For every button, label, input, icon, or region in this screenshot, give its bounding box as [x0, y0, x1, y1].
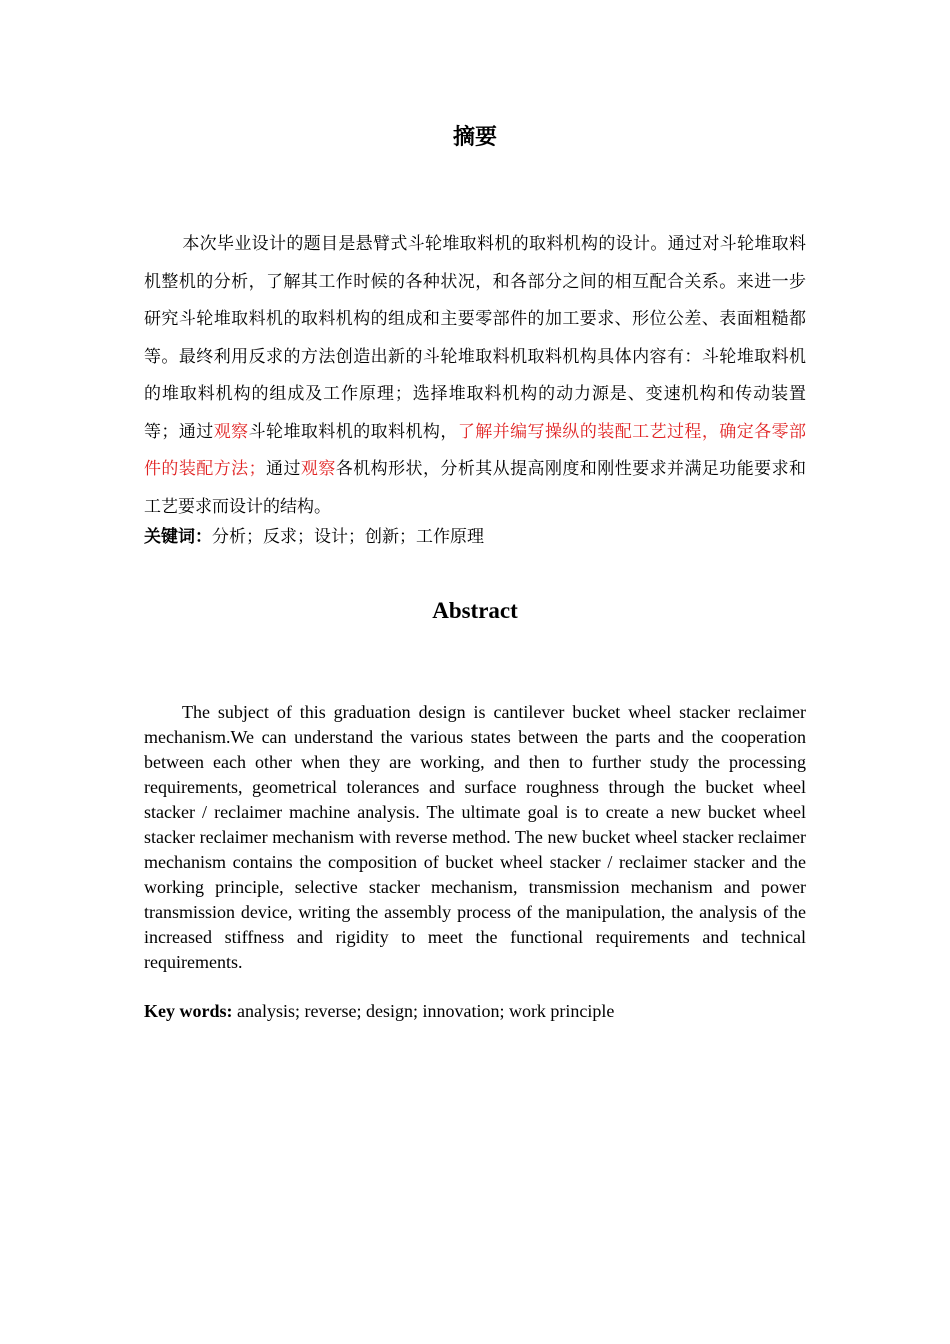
abstract-text-segment: 通过 — [265, 459, 301, 479]
highlighted-text: 观察 — [213, 421, 249, 442]
chinese-abstract-title: 摘要 — [452, 125, 497, 150]
keywords-list: analysis; reverse; design; innovation; work principle — [237, 1001, 615, 1021]
abstract-text-segment: 本次毕业设计的题目是悬臂式斗轮堆取料机的取料机构的设计。通过对斗轮堆取料机整机的分析，了解其工作时候的各种状况，和各部分之间的相互配合关系。来进一步研究斗轮堆取料机的取料机构的组成和主要零部件的加工要求、形位公差、表面粗糙都等。最终利用反求的方法创造出新的斗轮堆取料机取料机构具体内容有：斗轮堆取料机的堆取料机构的组成及工作原理；选择堆取料机构的动力源是、变速机构和传动装置等；通过 — [144, 234, 806, 442]
english-abstract-title: Abstract — [432, 598, 518, 623]
english-keywords — [144, 998, 806, 1024]
english-abstract-body — [144, 700, 806, 975]
keywords-list: 分析；反求；设计；创新；工作原理 — [212, 527, 484, 547]
abstract-text-segment: 各机构形状，分析其从提高刚度和刚性要求并满足功能要求和工艺要求而设计的结构。 — [144, 459, 807, 517]
keywords-label: Key words: — [144, 1001, 233, 1021]
abstract-text-segment: 斗轮堆取料机的取料机构， — [248, 421, 458, 442]
abstract-text: The subject of this graduation design is cantilever bucket wheel stacker reclaimer mechanism.We can understand the various states between the parts and the cooperation between each other when they are working, and then to further study the processing requirements, geometrical tolerances and surface roughness through the bucket wheel stacker / reclaimer machine analysis. The ultimate goal is to create a new bucket wheel stacker reclaimer mechanism with reverse method. The new bucket wheel stacker reclaimer mechanism contains the composition of bucket wheel stacker / reclaimer stacker and the working principle, selective stacker mechanism, transmission mechanism and power transmission device, writing the assembly process of the manipulation, the analysis of the increased stiffness and rigidity to meet the functional requirements and technical requirements. — [144, 702, 806, 972]
highlighted-text: 了解并编写操纵的装配工艺过程，确定各零部件的装配方法； — [144, 421, 807, 479]
chinese-abstract-body — [144, 226, 806, 526]
chinese-keywords — [144, 524, 806, 550]
keywords-label: 关键词： — [144, 527, 212, 547]
highlighted-text: 观察 — [300, 459, 336, 479]
